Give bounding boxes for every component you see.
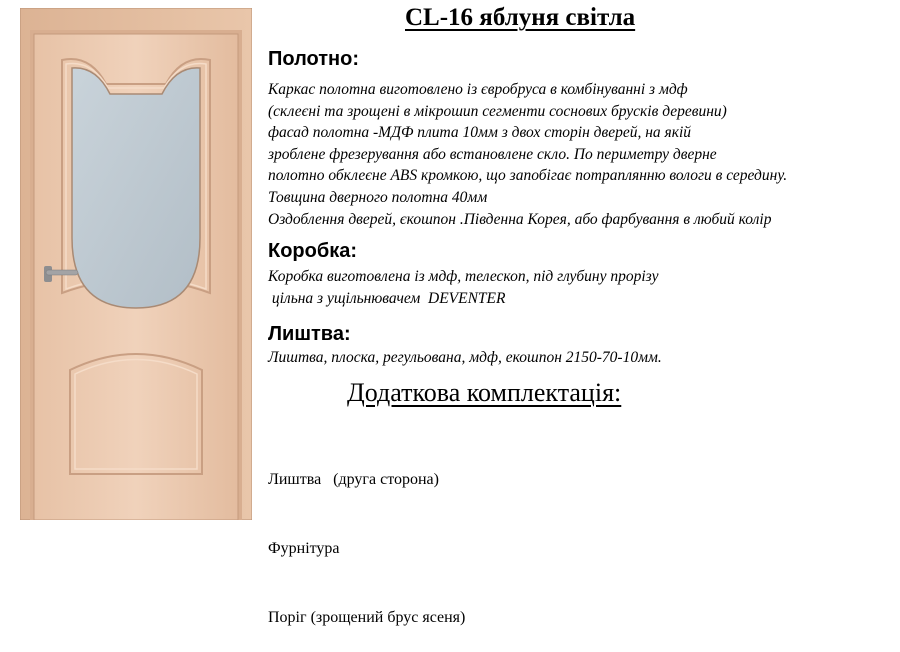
door-image <box>20 8 252 520</box>
text-line: цільна з ущільнювачем DEVENTER <box>268 289 506 307</box>
text-line: (склеєні та зрощені в мікрошип сегменти соснових брусків деревини) <box>268 102 727 120</box>
section-body-frame <box>268 266 659 309</box>
section-heading-canvas: Полотно: <box>268 48 360 70</box>
extras-title: Додаткова комплектація: <box>347 378 622 407</box>
text-line: Оздоблення дверей, єкошпон .Південна Корея, або фарбування в любий колір <box>268 210 772 228</box>
text-line: фасад полотна -МДФ плита 10мм з двох сторін дверей, на якій <box>268 124 692 142</box>
list-item: Фурнітура <box>268 540 340 557</box>
text-line: полотно обклеєне ABS кромкою, що запобігає потраплянню вологи в середину. <box>268 167 788 185</box>
text-line: Товщина дверного полотна 40мм <box>268 188 488 206</box>
list-item: Лиштва (друга сторона) <box>268 471 439 488</box>
section-body-canvas <box>268 79 787 230</box>
extras-list <box>268 422 465 652</box>
text-line: Каркас полотна виготовлено із євробруса в комбінуванні з мдф <box>268 81 688 98</box>
page-title: CL-16 яблуня світла <box>405 4 636 31</box>
list-item: Поріг (зрощений брус ясеня) <box>268 609 466 626</box>
text-line: зроблене фрезерування або встановлене скло. По периметру дверне <box>268 145 717 163</box>
section-heading-frame: Коробка: <box>268 240 358 262</box>
section-heading-casing: Лиштва: <box>268 323 351 345</box>
text-line: Лиштва, плоска, регульована, мдф, екошпон 2150-70-10мм. <box>268 349 662 366</box>
text-line: Коробка виготовлена із мдф, телескоп, під глубину прорізу <box>268 268 659 285</box>
glass-panel <box>72 68 200 308</box>
section-body-casing <box>268 347 662 369</box>
